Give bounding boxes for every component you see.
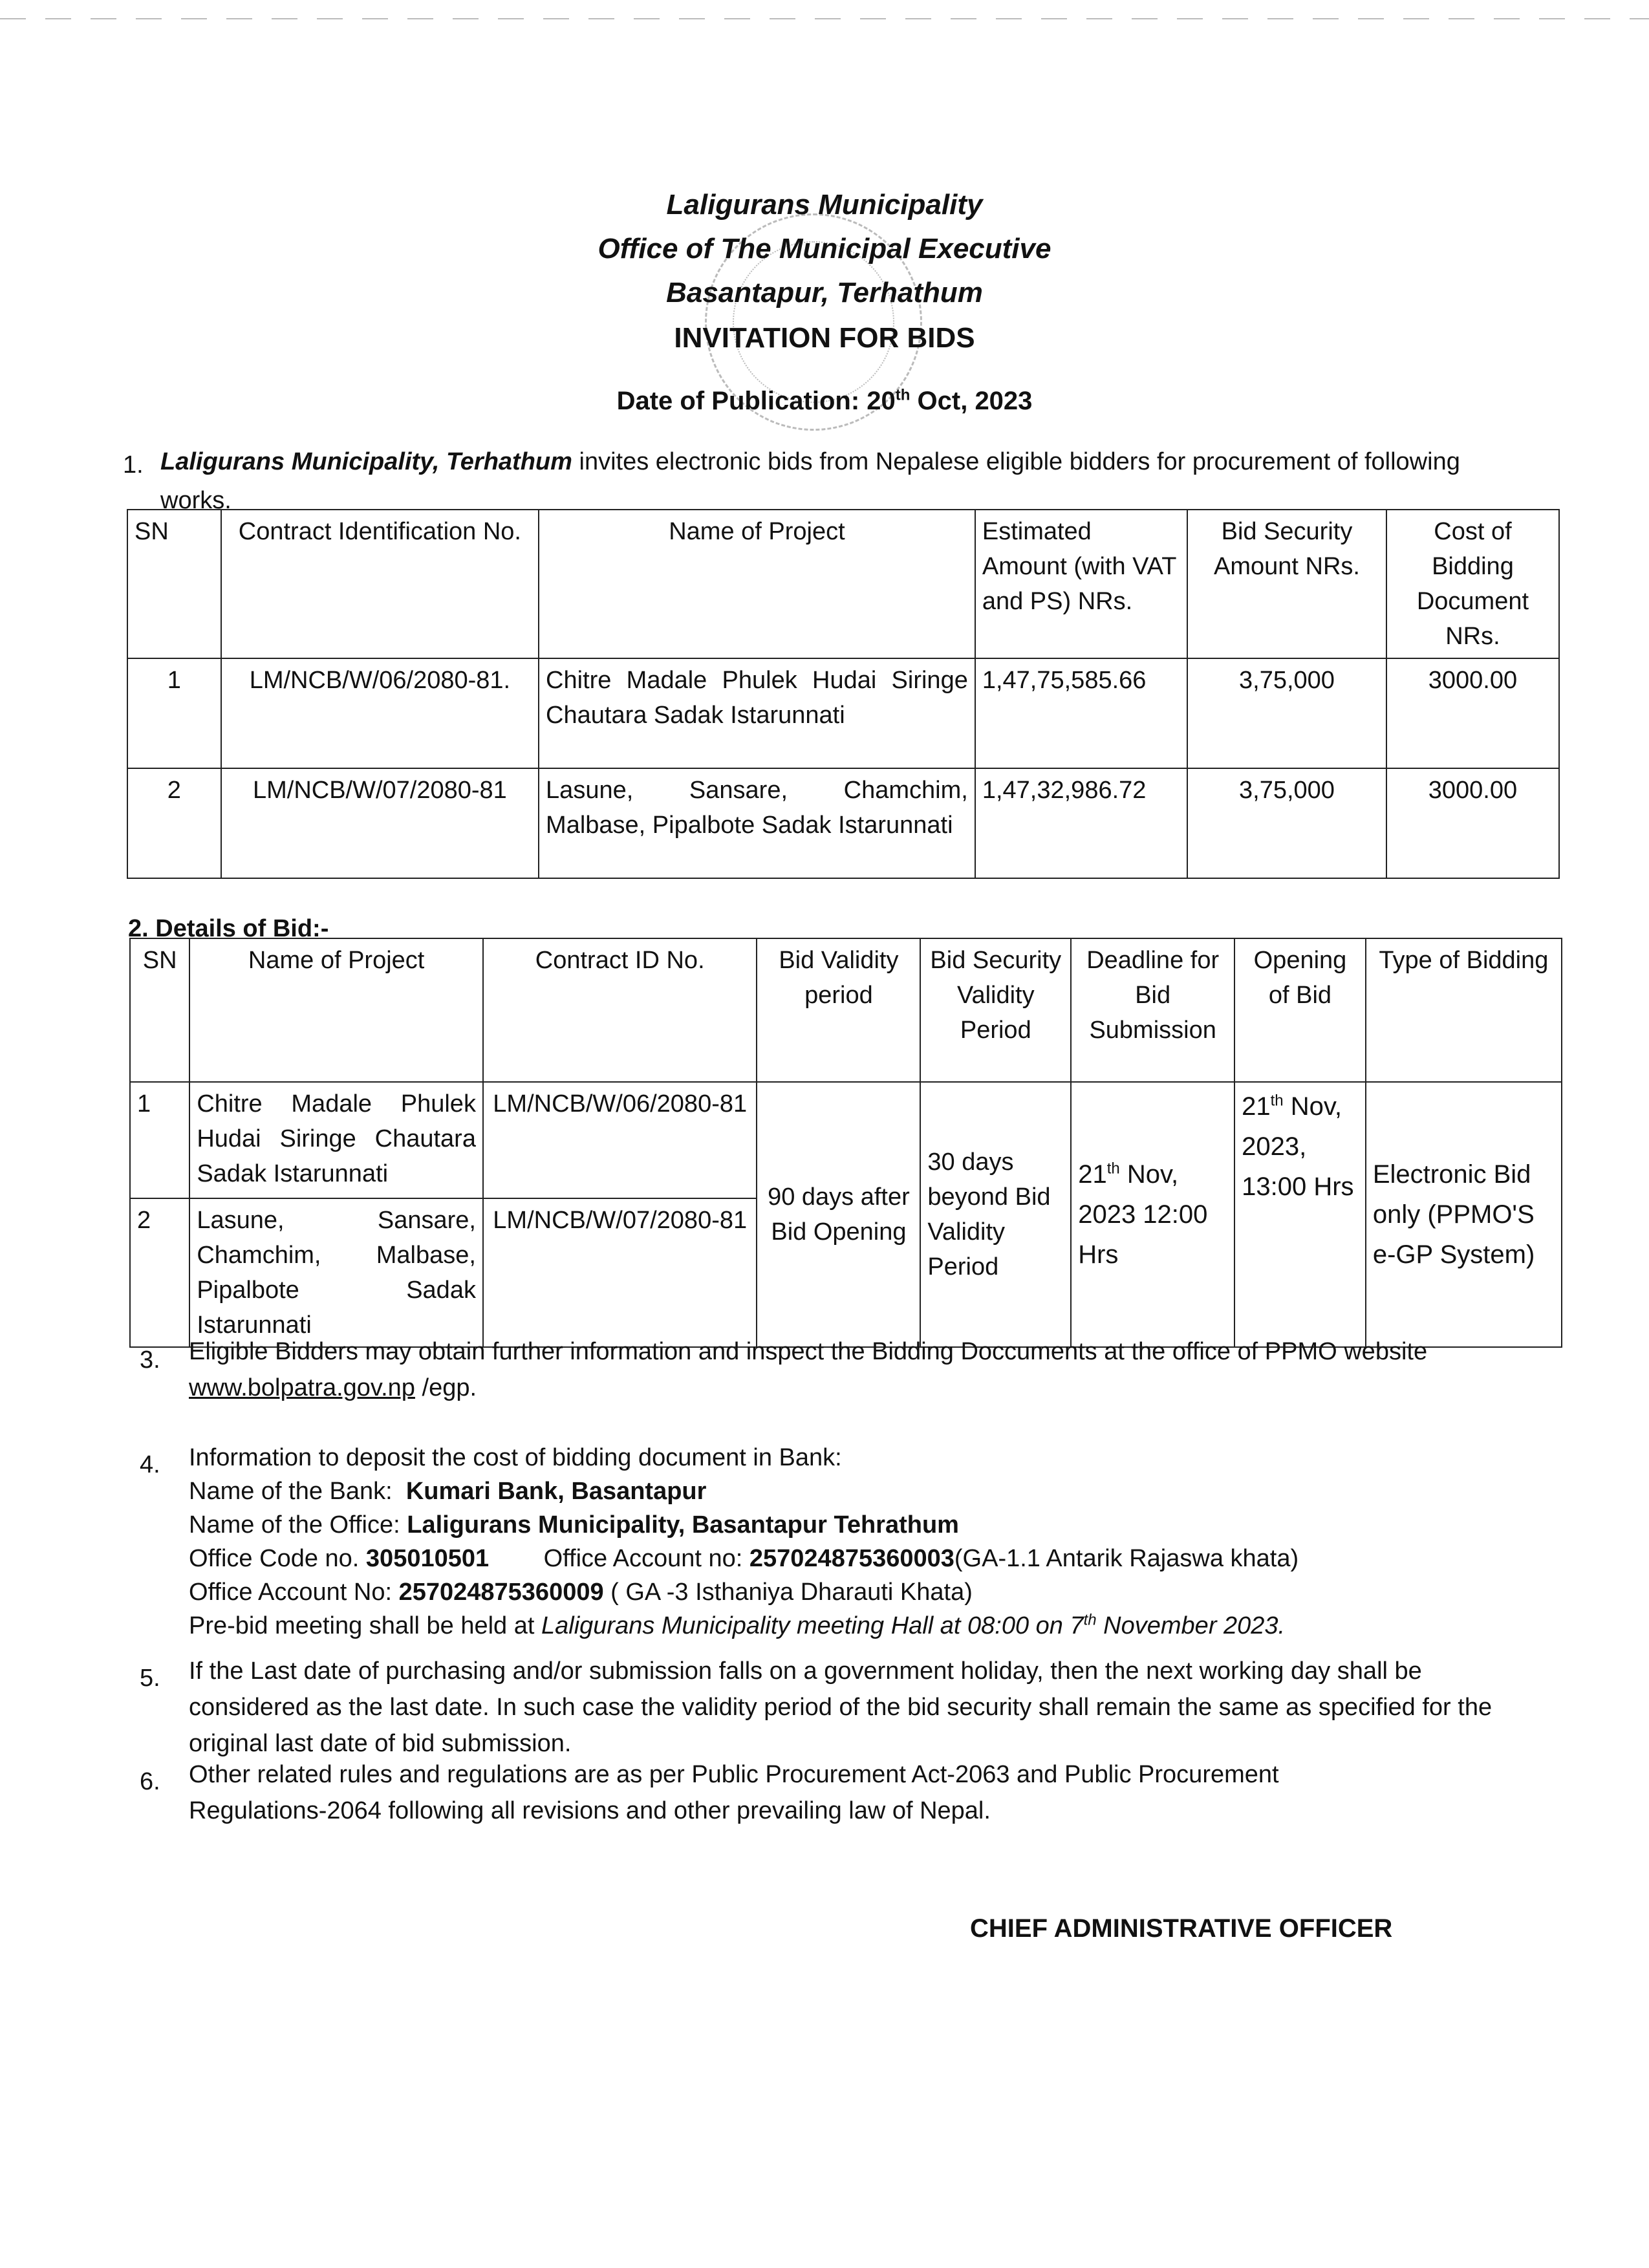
table-row: [130, 1082, 1562, 1198]
deadline-value: 21th Nov, 2023 12:00 Hrs: [1071, 1082, 1234, 1347]
row-project-name: Lasune, Sansare, Chamchim, Malbase, Pipalbote Sadak Istarunnati: [189, 1198, 483, 1347]
para6-number: 6.: [140, 1768, 160, 1795]
para5-text: If the Last date of purchasing and/or submission falls on a government holiday, then the next working day shall be considered as the last date. In such case the validity period of the bid security shall remain the same as specified for the original last date of bid submission.: [189, 1658, 1493, 1757]
col-contract-id: Contract ID No.: [483, 938, 757, 1082]
row-bid-security: 3,75,000: [1187, 768, 1386, 878]
row-contract-id: LM/NCB/W/06/2080-81: [483, 1082, 757, 1198]
office-name: Office of The Municipal Executive: [598, 233, 1051, 265]
row-project-name: Chitre Madale Phulek Hudai Siringe Chautara Sadak Istarunnati: [189, 1082, 483, 1198]
para3-number: 3.: [140, 1346, 160, 1374]
row-estimated-amount: 1,47,75,585.66: [975, 658, 1187, 768]
row-project-name: Chitre Madale Phulek Hudai Siringe Chautara Sadak Istarunnati: [539, 658, 975, 768]
row-document-cost: 3000.00: [1386, 658, 1559, 768]
row-estimated-amount: 1,47,32,986.72: [975, 768, 1187, 878]
row-sn: 1: [130, 1082, 189, 1198]
col-document-cost: Cost of Bidding Document NRs.: [1386, 510, 1559, 658]
ppmo-website-link[interactable]: www.bolpatra.gov.np: [189, 1374, 415, 1401]
col-bid-validity: Bid Validity period: [757, 938, 920, 1082]
row-contract-id: LM/NCB/W/07/2080-81: [221, 768, 539, 878]
page-title: INVITATION FOR BIDS: [674, 322, 975, 354]
section2-title: 2. Details of Bid:-: [128, 915, 329, 942]
para5-number: 5.: [140, 1665, 160, 1692]
row-contract-id: LM/NCB/W/06/2080-81.: [221, 658, 539, 768]
opening-value: 21th Nov, 2023, 13:00 Hrs: [1234, 1082, 1366, 1347]
security-validity-value: 30 days beyond Bid Validity Period: [920, 1082, 1071, 1347]
col-project-name: Name of Project: [539, 510, 975, 658]
row-sn: 2: [130, 1198, 189, 1347]
para1-text: Laligurans Municipality, Terhathum invites electronic bids from Nepalese eligible bidders for procurement of following works.: [160, 448, 1460, 514]
office-location: Basantapur, Terhathum: [666, 277, 983, 308]
bid-details-table: [129, 938, 1562, 1348]
col-security-validity: Bid Security Validity Period: [920, 938, 1071, 1082]
col-estimated-amount: Estimated Amount (with VAT and PS) NRs.: [975, 510, 1187, 658]
works-table: [127, 509, 1560, 879]
para4-text: Information to deposit the cost of bidding document in Bank: Name of the Bank: Kumari Bank, Basantapur Name of the Office: Laligurans Municipality, Basantapur Tehrathum Office Code no. 305010501 Office Account no: 257024875360003(GA-1.1 Antarik Rajaswa khata) Office Account No: 257024875360009 ( GA -3 Isthaniya Dharauti Khata) Pre-bid meeting shall be held at Laligurans Municipality meeting Hall at 08:00 on 7th November 2023.: [189, 1444, 1299, 1639]
col-contract-id: Contract Identification No.: [221, 510, 539, 658]
para4-number: 4.: [140, 1451, 160, 1478]
row-contract-id: LM/NCB/W/07/2080-81: [483, 1198, 757, 1347]
table-row: [127, 658, 1559, 768]
row-bid-security: 3,75,000: [1187, 658, 1386, 768]
col-opening: Opening of Bid: [1234, 938, 1366, 1082]
municipality-name: Laligurans Municipality: [666, 189, 983, 221]
publication-date: Date of Publication: 20th Oct, 2023: [616, 386, 1033, 415]
row-sn: 1: [127, 658, 221, 768]
col-sn: SN: [130, 938, 189, 1082]
para3-text: Eligible Bidders may obtain further information and inspect the Bidding Doccuments at the office of PPMO website www.bolpatra.gov.np /egp.: [189, 1338, 1428, 1401]
col-deadline: Deadline for Bid Submission: [1071, 938, 1234, 1082]
row-sn: 2: [127, 768, 221, 878]
bid-validity-value: 90 days after Bid Opening: [757, 1082, 920, 1347]
table-row: [127, 768, 1559, 878]
row-document-cost: 3000.00: [1386, 768, 1559, 878]
signature-title: CHIEF ADMINISTRATIVE OFFICER: [970, 1914, 1393, 1943]
para1-number: 1.: [123, 451, 144, 479]
para6-text: Other related rules and regulations are as per Public Procurement Act-2063 and Public Procurement Regulations-2064 following all revisions and other prevailing law of Nepal.: [189, 1761, 1279, 1824]
col-bidding-type: Type of Bidding: [1366, 938, 1562, 1082]
col-project-name: Name of Project: [189, 938, 483, 1082]
col-bid-security: Bid Security Amount NRs.: [1187, 510, 1386, 658]
col-sn: SN: [127, 510, 221, 658]
scan-edge-line: [0, 18, 1649, 19]
row-project-name: Lasune, Sansare, Chamchim, Malbase, Pipalbote Sadak Istarunnati: [539, 768, 975, 878]
bidding-type-value: Electronic Bid only (PPMO'S e-GP System): [1366, 1082, 1562, 1347]
